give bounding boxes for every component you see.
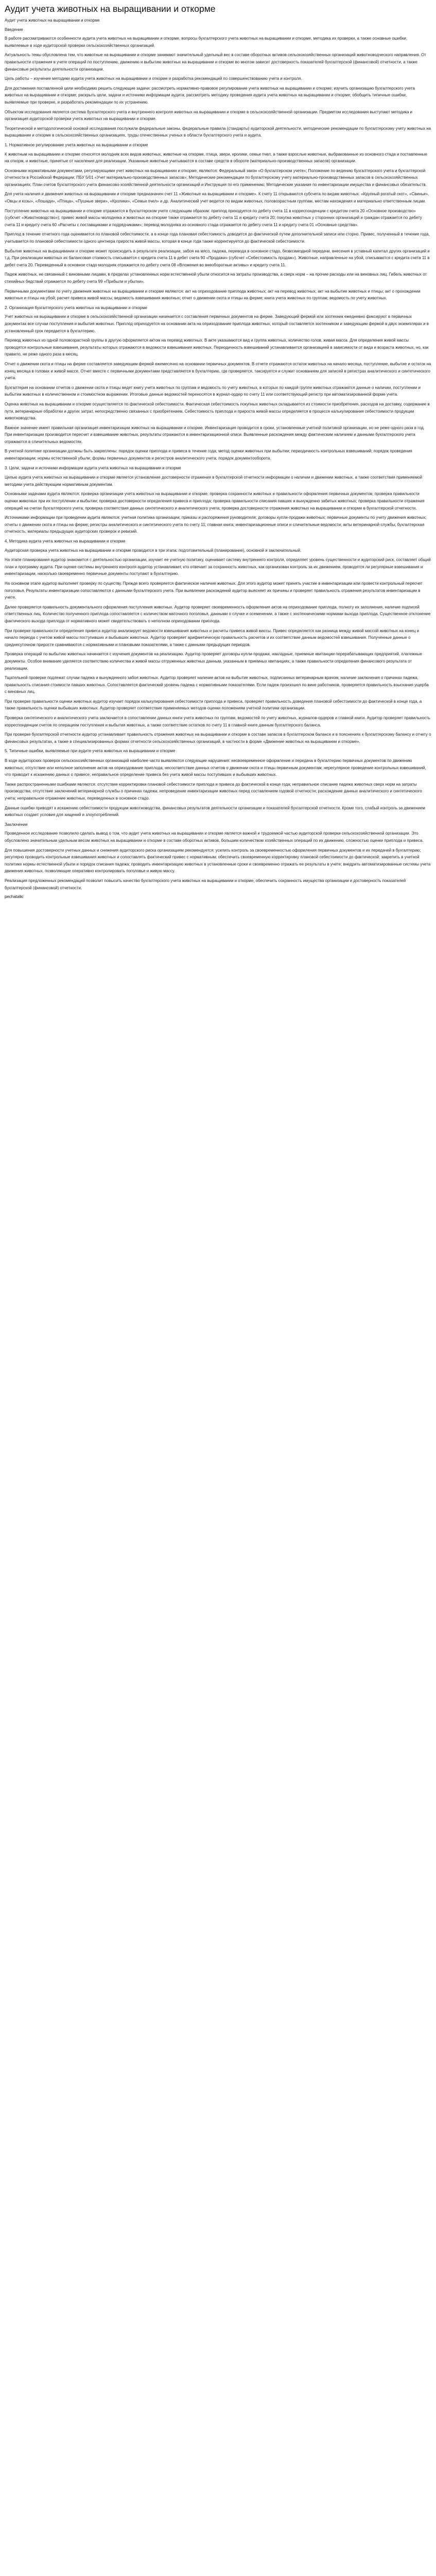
article-paragraph: Перевод животных из одной половозрастной группы в другую оформляется актом на перевод животных. В акте указываются вид и группа животных, количество голов, живая масса. Для определения живой массы проводятся контрольные взвешивания, результаты которых отражаются в ведомости взвешивания животных. Периодичность взвешиваний устанавливается организацией в зависимости от вида и возраста животных, но, как правило, не реже одного раза в месяц. [5, 338, 429, 357]
article-paragraph: Введение [5, 27, 23, 32]
article-paragraph: Источниками информации при проведении аудита являются: учетная политика организации; приказы и распоряжения руководителя; договоры купли-продажи животных; первичные документы по учету движения животных; отчеты о движении скота и птицы на ферме; регистры аналитического и синтетического учета по счету 11; главная книга; инвентаризационные описи и сличительные ведомости; акты ветеринарной службы; бухгалтерская отчетность; материалы предыдущих аудиторских проверок и ревизий. [5, 515, 427, 534]
article-paragraph: Приплод в течение отчетного года оценивается по плановой себестоимости, а в конце года плановая себестоимость доводится до фактической путем дополнительной записи или сторно. Привес, полученный в течение года, учитывается по плановой себестоимости одного центнера прироста живой массы, которая в конце года также корректируется до фактической себестоимости. [5, 232, 430, 244]
article-paragraph: К животным на выращивании и откорме относятся молодняк всех видов животных, животные на откорме, птица, звери, кролики, семьи пчел, а также взрослые животные, выбракованные из основного стада и поставленные на откорм, и животные, принятые от населения для реализации. Указанные животные учитываются в составе средств в обороте (материально-производственных запасов) организации. [5, 151, 427, 164]
article-paragraph: 4. Методика аудита учета животных на выращивании и откорме [5, 539, 126, 544]
article-paragraph: На этапе планирования аудитор знакомится с деятельностью организации, изучает ее учетную политику, оценивает систему внутреннего контроля, определяет уровень существенности и аудиторский риск, составляет общий план и программу аудита. При оценке системы внутреннего контроля аудитор устанавливает, кто отвечает за сохранность животных, как организован контроль за их движением, проводятся ли регулярные взвешивания и инвентаризации, насколько своевременно первичные документы поступают в бухгалтерию. [5, 557, 431, 577]
article-paragraph: При проверке бухгалтерской отчетности аудитор устанавливает правильность отражения животных на выращивании и откорме в составе запасов в бухгалтерском балансе и в пояснениях к бухгалтерскому балансу и отчету о финансовых результатах, а также в специализированных формах отчетности сельскохозяйственных организаций, в частности в форме «Движение животных на выращивании и откорме». [5, 732, 431, 744]
page-title: Аудит учета животных на выращивании и откорме [5, 4, 216, 14]
article-paragraph: Далее проверяется правильность документального оформления поступления животных. Аудитор проверяет своевременность оформления актов на оприходование приплода, полноту их заполнения, наличие подписей ответственных лиц. Количество полученного приплода сопоставляется с количеством маточного поголовья, данными о случке и осеменении, а также с зоотехническими нормами выхода приплода. Существенное отклонение фактического выхода приплода от нормативного может свидетельствовать о неполном оприходовании приплода. [5, 604, 431, 623]
article-paragraph: 1. Нормативное регулирование учета животных на выращивании и откорме [5, 142, 148, 147]
article-paragraph: Бухгалтерия на основании отчетов о движении скота и птицы ведет книгу учета животных по группам и ведомость по учету животных, в которых по каждой группе животных отражаются данные о наличии, поступлении и выбытии животных в количественном и стоимостном выражении. Итоговые данные ведомостей переносятся в журнал-ордер по счету 11 или соответствующий регистр при автоматизированной форме учета. [5, 385, 421, 397]
article-paragraph: Цель работы – изучение методики аудита учета животных на выращивании и откорме и разработка рекомендаций по совершенствованию учета и контроля. [5, 76, 302, 81]
article-paragraph: Теоретической и методологической основой исследования послужили федеральные законы, федеральные правила (стандарты) аудиторской деятельности, методические рекомендации по бухгалтерскому учету животных на выращивании и откорме в сельскохозяйственных организациях, труды отечественных ученых в области бухгалтерского учета и аудита. [5, 126, 431, 138]
article-paragraph: Для учета наличия и движения животных на выращивании и откорме предназначен счет 11 «Животные на выращивании и откорме». К счету 11 открываются субсчета по видам животных: «Крупный рогатый скот», «Свиньи», «Овцы и козы», «Лошади», «Птица», «Пушные звери», «Кролики», «Семьи пчел» и др. Аналитический учет ведется по видам животных, половозрастным группам, местам нахождения и материально ответственным лицам. [5, 192, 429, 204]
article-paragraph: Отчет о движении скота и птицы на ферме составляется заведующим фермой ежемесячно на основании первичных документов. В отчете отражаются остаток животных на начало месяца, поступление, выбытие и остаток на конец месяца в головах и живой массе. Отчет вместе с первичными документами представляется в бухгалтерию, где проверяется, таксируется и служит основанием для записей в регистрах аналитического и синтетического учета. [5, 361, 431, 381]
article-paragraph: Первичными документами по учету движения животных на выращивании и откорме являются: акт на оприходование приплода животных; акт на перевод животных; акт на выбытие животных и птицы; акт о прохождении животных и птицы на убой; расчет привеса живой массы; ведомость взвешивания животных; отчет о движении скота и птицы на ферме; книга учета животных по группам; ведомость по учету животных. [5, 289, 421, 301]
article-paragraph: При проверке правильности определения привеса аудитор анализирует ведомости взвешивания животных и расчеты привеса живой массы. Привес определяется как разница между живой массой животных на конец и начало периода с учетом живой массы поступивших и выбывших животных. Аудитор проверяет арифметическую правильность расчетов и их соответствие данным ведомостей взвешивания. Полученные данные о среднесуточном приросте сравниваются с нормативными и плановыми показателями, а также с данными предыдущих периодов. [5, 628, 420, 647]
article-paragraph: Для достижения поставленной цели необходимо решить следующие задачи: рассмотреть нормативно-правовое регулирование учета животных на выращивании и откорме; изучить организацию бухгалтерского учета животных на выращивании и откорме; раскрыть цели, задачи и источники информации аудита; рассмотреть методику проведения аудита учета животных на выращивании и откорме; обобщить типичные ошибки, выявляемые при проверке, и разработать рекомендации по их устранению. [5, 86, 415, 105]
article-paragraph: Целью аудита учета животных на выращивании и откорме является установление достоверности отражения в бухгалтерской отчетности информации о наличии и движении животных, а также соответствия применяемой методики учета действующим нормативным документам. [5, 475, 423, 487]
article-paragraph: 2. Организация бухгалтерского учета животных на выращивании и откорме [5, 305, 147, 310]
article-paragraph: Проверка синтетического и аналитического учета заключается в сопоставлении данных книги учета животных по группам, ведомостей по учету животных, журналов-ордеров и главной книги. Аудитор проверяет правильность корреспонденции счетов по операциям поступления и выбытия животных, а также соответствие остатков по счету 11 в главной книге данным бухгалтерского баланса. [5, 716, 430, 727]
article-paragraph: Аудит учета животных на выращивании и откорме [5, 18, 100, 23]
article-paragraph: Учет животных на выращивании и откорме в сельскохозяйственной организации начинается с составления первичных документов на ферме. Заведующий фермой или зоотехник ежедневно фиксируют в первичных документах все случаи поступления и выбытия животных. Приплод оприходуется на основании акта на оприходование приплода животных, который составляется зоотехником и заведующим фермой в двух экземплярах и в установленный срок передается в бухгалтерию. [5, 314, 429, 333]
article-paragraph: Поступление животных на выращивании и откорме отражается в бухгалтерском учете следующим образом: приплод приходуется по дебету счета 11 в корреспонденции с кредитом счета 20 «Основное производство» (субсчет «Животноводство»); привес живой массы молодняка и животных на откорме также отражается по дебету счета 11 и кредиту счета 20; покупка животных у сторонних организаций и граждан отражается по дебету счета 11 и кредиту счета 60 «Расчеты с поставщиками и подрядчиками»; перевод молодняка из основного стада отражается по дебету счета 11 и кредиту счета 01 «Основные средства». [5, 208, 422, 227]
article-paragraph: Заключение [5, 822, 28, 827]
article-paragraph: В учетной политике организации должны быть закреплены: порядок оценки приплода и привеса в течение года; метод оценки животных при выбытии; периодичность контрольных взвешиваний; порядок проведения инвентаризации; нормы естественной убыли; формы первичных документов и регистров аналитического учета; порядок документооборота. [5, 449, 412, 461]
article-paragraph: Тщательной проверке подлежат случаи падежа и вынужденного забоя животных. Аудитор проверяет наличие актов на выбытие животных, подписанных ветеринарным врачом, наличие заключения о причинах падежа, правильность списания стоимости павших животных. Сопоставляется фактический уровень падежа с нормативными показателями. Если падеж произошел по вине работников, проверяется правильность взыскания ущерба с виновных лиц. [5, 675, 429, 694]
article-paragraph: Данные ошибки приводят к искажению себестоимости продукции животноводства, финансовых результатов деятельности организации и показателей бухгалтерской отчетности. Кроме того, слабый контроль за движением животных создает условия для хищений и злоупотреблений. [5, 805, 425, 818]
article-paragraph: 5. Типичные ошибки, выявляемые при аудите учета животных на выращивании и откорме [5, 749, 176, 754]
article-paragraph: Аудиторская проверка учета животных на выращивании и откорме проводится в три этапа: подготовительный (планирование), основной и заключительный. [5, 548, 302, 553]
page-footer: pechatalki [5, 894, 24, 900]
article-paragraph: Реализация предложенных рекомендаций позволит повысить качество бухгалтерского учета животных на выращивании и откорме, обеспечить сохранность имущества организации и достоверность показателей бухгалтерской (финансовой) отчетности. [5, 878, 406, 890]
article-paragraph: Выбытие животных на выращивании и откорме может происходить в результате реализации, забоя на мясо, падежа, перевода в основное стадо, безвозмездной передачи, внесения в уставный капитал других организаций и т.д. При реализации животных их балансовая стоимость списывается с кредита счета 11 в дебет счета 90 «Продажи» (субсчет «Себестоимость продаж»). Животные, направленные на убой, списываются с кредита счета 11 в дебет счета 20. Переведенный в основное стадо молодняк отражается по дебету счета 08 «Вложения во внеоборотные активы» и кредиту счета 11. [5, 248, 430, 267]
article-paragraph: Проверка операций по выбытию животных начинается с изучения документов на реализацию. Аудитор проверяет договоры купли-продажи, накладные, приемные квитанции перерабатывающих предприятий, платежные документы. Особое внимание уделяется соответствию количества и живой массы отгруженных животных данным, указанным в приемных квитанциях, а также правильности определения финансового результата от реализации. [5, 652, 422, 671]
article-paragraph: Актуальность темы обусловлена тем, что животные на выращивании и откорме занимают значительный удельный вес в составе оборотных активов сельскохозяйственных организаций животноводческого направления. От правильности отражения в учете операций по поступлению, движению и выбытию животных на выращивании и откорме во многом зависит достоверность показателей бухгалтерской (финансовой) отчетности, а также финансовые результаты деятельности организации. [5, 53, 426, 72]
article-paragraph: Основными нормативными документами, регулирующими учет животных на выращивании и откорме, являются: Федеральный закон «О бухгалтерском учете»; Положение по ведению бухгалтерского учета и бухгалтерской отчетности в Российской Федерации; ПБУ 5/01 «Учет материально-производственных запасов»; Методические рекомендации по бухгалтерскому учету материально-производственных запасов в сельскохозяйственных организациях; План счетов бухгалтерского учета финансово-хозяйственной деятельности организаций и Инструкция по его применению; Методические указания по инвентаризации имущества и финансовых обязательств. [5, 168, 427, 187]
article-paragraph: Объектом исследования является система бухгалтерского учета и внутреннего контроля животных на выращивании и откорме в сельскохозяйственной организации. Предметом исследования выступают методика и организация аудиторской проверки учета животных на выращивании и откорме. [5, 109, 412, 122]
article-paragraph: Также распространенными ошибками являются: отсутствие корректировки плановой себестоимости приплода и привеса до фактической в конце года; неправильное списание падежа животных сверх норм на затраты производства; отсутствие заключений ветеринарной службы о причинах падежа; непроведение инвентаризации животных перед составлением годовой отчетности; расхождение данных аналитического и синтетического учета; неправильное отражение животных, переведенных в основное стадо. [5, 782, 422, 801]
article-paragraph: Оценка животных на выращивании и откорме осуществляется по фактической себестоимости. Фактическая себестоимость покупных животных складывается из стоимости приобретения, расходов на доставку, содержание в пути, ветеринарные обработки и других затрат, непосредственно связанных с приобретением. Себестоимость приплода и прироста живой массы определяется в процессе калькулирования себестоимости продукции животноводства. [5, 401, 430, 421]
article-paragraph: Проведенное исследование позволило сделать вывод о том, что аудит учета животных на выращивании и откорме является важной и трудоемкой частью аудиторской проверки сельскохозяйственной организации. Это обусловлено значительным удельным весом животных на выращивании и откорме в составе оборотных активов, большим количеством хозяйственных операций по их движению, сложностью оценки приплода и привеса. [5, 831, 424, 843]
article-paragraph: В ходе аудиторских проверок сельскохозяйственных организаций наиболее часто выявляются следующие нарушения: несвоевременное оформление и передача в бухгалтерию первичных документов по движению животных; отсутствие или неполное заполнение актов на оприходование приплода; несоответствие данных отчетов о движении скота и птицы первичным документам; нерегулярное проведение контрольных взвешиваний, что приводит к искажению данных о привесе; неправильное определение привеса без учета живой массы поступивших и выбывших животных. [5, 758, 426, 777]
article-paragraph: На основном этапе аудитор выполняет проверку по существу. Прежде всего проверяется фактическое наличие животных. Для этого аудитор может принять участие в инвентаризации или провести контрольный пересчет поголовья. Результаты инвентаризации сопоставляются с данными бухгалтерского учета. При выявлении расхождений аудитор выясняет их причины и проверяет правильность отражения результатов инвентаризации в учете. [5, 581, 423, 600]
article-paragraph: Падеж животных, не связанный с виновными лицами, в пределах установленных норм естественной убыли относится на затраты производства, а сверх норм – на прочие расходы или на виновных лиц. Гибель животных от стихийных бедствий отражается по дебету счета 99 «Прибыли и убытки». [5, 272, 427, 284]
article-paragraph: Для повышения достоверности учетных данных и снижения аудиторского риска организациям рекомендуется: усилить контроль за своевременностью оформления первичных документов и их передачей в бухгалтерию; регулярно проводить контрольные взвешивания животных и сопоставлять фактический привес с нормативным; обеспечить своевременную корректировку плановой себестоимости до фактической; закрепить в учетной политике нормы естественной убыли и порядок списания падежа; проводить инвентаризацию животных в установленные сроки и своевременно отражать ее результаты в учете; внедрить автоматизированные системы учета движения животных, позволяющие оперативно контролировать поголовье и живую массу. [5, 848, 431, 874]
article-body [5, 17, 431, 891]
article-paragraph: Основными задачами аудита являются: проверка организации учета животных на выращивании и откорме; проверка сохранности животных и правильности оформления первичных документов; проверка правильности оценки животных при их поступлении и выбытии; проверка достоверности определения привеса и приплода; проверка правильности списания павших и вынужденно забитых животных; проверка правильности отражения операций на счетах бухгалтерского учета; проверка соответствия данных синтетического и аналитического учета; проверка достоверности отражения животных на выращивании и откорме в бухгалтерской отчетности. [5, 492, 425, 511]
article-paragraph: В работе рассматриваются особенности аудита учета животных на выращивании и откорме, вопросы бухгалтерского учета животных на выращивании и откорме, методика их проверки, а также основные ошибки, выявляемые в ходе аудиторской проверки сельскохозяйственных организаций. [5, 36, 408, 48]
article-paragraph: 3. Цели, задачи и источники информации аудита учета животных на выращивании и откорме [5, 465, 181, 470]
article-paragraph: При проверке правильности оценки животных аудитор изучает порядок калькулирования себестоимости приплода и привеса, проверяет правильность доведения плановой себестоимости до фактической в конце года, а также правильность оценки выбывших животных. Аудитор проверяет соответствие применяемых методов оценки положениям учетной политики организации. [5, 699, 422, 711]
article-paragraph: Важное значение имеет правильная организация инвентаризации животных на выращивании и откорме. Инвентаризация проводится в сроки, установленные учетной политикой организации, но не реже одного раза в год. При инвентаризации производится пересчет и взвешивание животных, результаты отражаются в инвентаризационной описи. Выявленные расхождения между фактическим наличием и данными бухгалтерского учета отражаются в сличительных ведомостях. [5, 425, 425, 444]
